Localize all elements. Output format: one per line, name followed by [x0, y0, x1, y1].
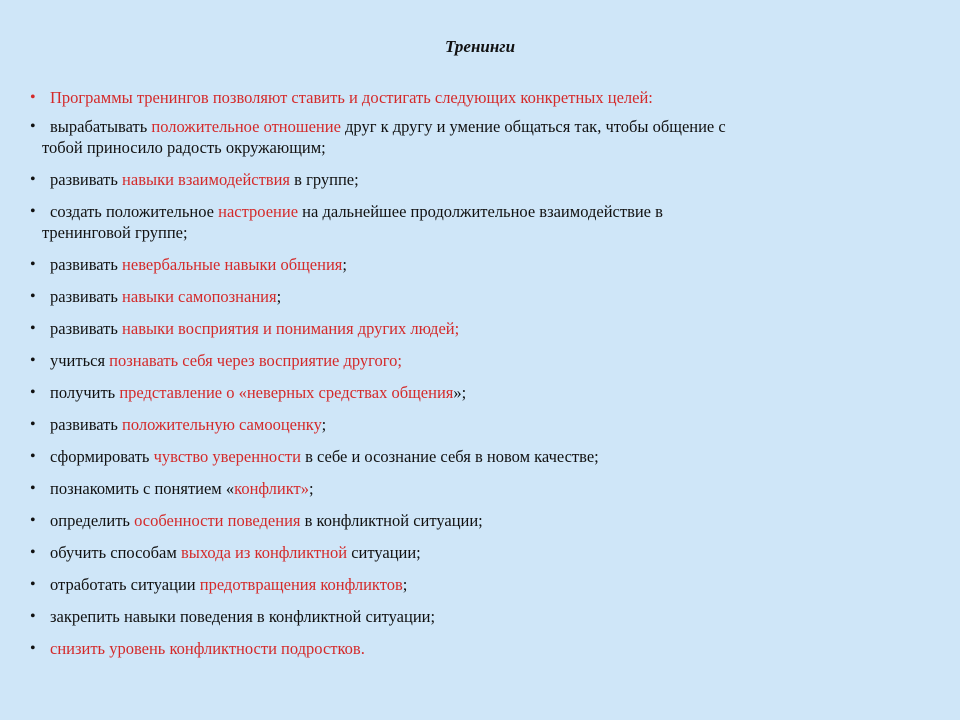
- item-text: познакомить с понятием «: [50, 479, 235, 498]
- bullet-icon: •: [30, 448, 36, 465]
- goal-list-item: [30, 116, 910, 158]
- goal-list-item: [30, 382, 910, 403]
- item-text: ;: [309, 479, 314, 498]
- goal-list-item: [30, 414, 910, 435]
- goal-list-item: [30, 510, 910, 531]
- goal-list-item: [30, 478, 910, 499]
- item-text: »;: [453, 383, 467, 402]
- highlighted-text: выхода из конфликтной: [180, 543, 348, 562]
- item-text: ;: [276, 287, 282, 306]
- item-text: создать положительное: [50, 202, 219, 221]
- item-text: определить: [50, 511, 135, 530]
- item-text: в группе;: [290, 170, 359, 189]
- item-text: закрепить навыки поведения в конфликтной ситуации;: [50, 607, 436, 626]
- item-text: в себе и осознание себя в новом качестве;: [300, 447, 599, 466]
- bullet-icon: •: [30, 576, 36, 593]
- item-text: развивать: [50, 319, 123, 338]
- highlighted-text: Программы тренингов позволяют ставить и достигать следующих конкретных целей:: [50, 88, 653, 107]
- highlighted-text: положительное отношение: [151, 117, 341, 136]
- bullet-icon: •: [30, 640, 36, 657]
- goals-list: [30, 87, 910, 670]
- item-text: развивать: [50, 287, 123, 306]
- item-text: учиться: [50, 351, 110, 370]
- highlighted-text: снизить уровень конфликтности подростков.: [50, 639, 365, 658]
- item-text: ситуации;: [347, 543, 421, 562]
- item-text: сформировать: [50, 447, 154, 466]
- highlighted-text: настроение: [218, 202, 299, 221]
- bullet-icon: •: [30, 256, 36, 273]
- bullet-icon: •: [30, 171, 36, 188]
- highlighted-text: предотвращения конфликтов: [199, 575, 403, 594]
- goal-list-item: [30, 169, 910, 190]
- bullet-icon: •: [30, 384, 36, 401]
- item-text: ;: [321, 415, 327, 434]
- highlighted-text: представление о «неверных средствах общения: [119, 383, 454, 402]
- goal-list-item: [30, 638, 910, 659]
- bullet-icon: •: [30, 203, 36, 220]
- highlighted-text: невербальные навыки общения: [122, 255, 343, 274]
- goal-list-item: [30, 542, 910, 563]
- intro-list-item: [30, 87, 910, 108]
- highlighted-text: положительную самооценку: [122, 415, 322, 434]
- bullet-icon: •: [30, 608, 36, 625]
- highlighted-text: познавать себя через восприятие другого;: [109, 351, 402, 370]
- item-text: в конфликтной ситуации;: [300, 511, 483, 530]
- item-continuation-text: тобой приносило радость окружающим;: [42, 138, 326, 157]
- item-continuation-text: тренинговой группе;: [42, 223, 188, 242]
- goal-list-item: [30, 201, 910, 243]
- bullet-icon: •: [30, 118, 36, 135]
- highlighted-text: навыки самопознания: [122, 287, 277, 306]
- item-text: отработать ситуации: [50, 575, 200, 594]
- highlighted-text: конфликт»: [234, 479, 310, 498]
- bullet-icon: •: [30, 416, 36, 433]
- item-text: развивать: [50, 255, 123, 274]
- goal-list-item: [30, 446, 910, 467]
- highlighted-text: навыки взаимодействия: [122, 170, 291, 189]
- highlighted-text: навыки восприятия и понимания других людей;: [122, 319, 460, 338]
- item-text: обучить способам: [50, 543, 181, 562]
- bullet-icon: •: [30, 512, 36, 529]
- goal-list-item: [30, 254, 910, 275]
- item-text: на дальнейшее продолжительное взаимодействие в: [298, 202, 663, 221]
- highlighted-text: особенности поведения: [134, 511, 301, 530]
- bullet-icon: •: [30, 89, 36, 106]
- item-text: развивать: [50, 170, 123, 189]
- item-text: вырабатывать: [50, 117, 152, 136]
- bullet-icon: •: [30, 544, 36, 561]
- highlighted-text: чувство уверенности: [153, 447, 301, 466]
- goal-list-item: [30, 318, 910, 339]
- item-text: развивать: [50, 415, 123, 434]
- goal-list-item: [30, 574, 910, 595]
- bullet-icon: •: [30, 352, 36, 369]
- item-text: ;: [342, 255, 347, 274]
- bullet-icon: •: [30, 480, 36, 497]
- bullet-icon: •: [30, 288, 36, 305]
- slide-title: Тренинги: [444, 37, 516, 56]
- goal-list-item: [30, 286, 910, 307]
- item-text: получить: [50, 383, 120, 402]
- goal-list-item: [30, 606, 910, 627]
- bullet-icon: •: [30, 320, 36, 337]
- item-text: ;: [402, 575, 408, 594]
- goal-list-item: [30, 350, 910, 371]
- item-text: друг к другу и умение общаться так, чтобы общение с: [340, 117, 726, 136]
